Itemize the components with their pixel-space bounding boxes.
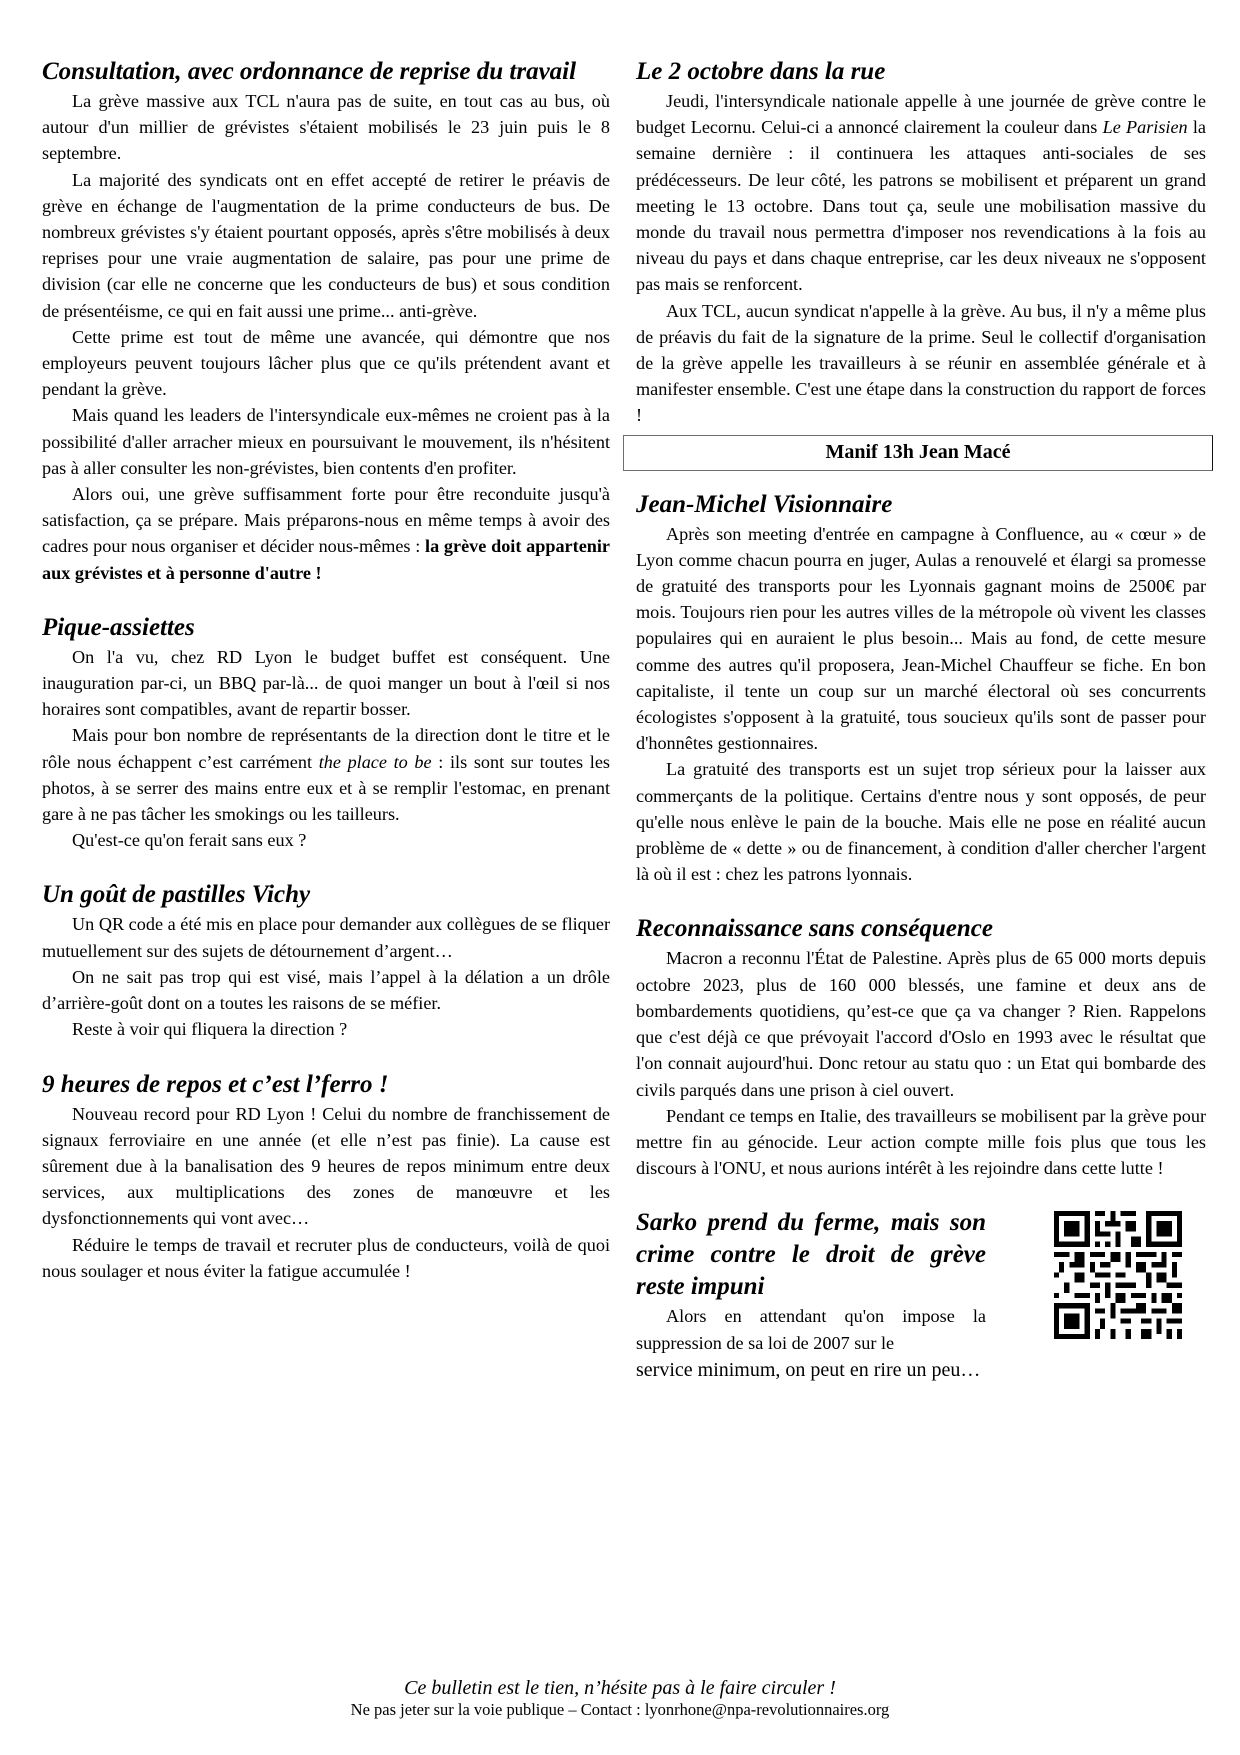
- spacer: [42, 853, 610, 879]
- spacer: [636, 471, 1206, 489]
- article-sarko: [636, 1207, 1206, 1383]
- spacer: [636, 1181, 1206, 1207]
- article-title: 9 heures de repos et c’est l’ferro !: [42, 1070, 389, 1098]
- footer: [0, 1676, 1240, 1720]
- italic-phrase: the place to be: [318, 751, 432, 772]
- article-paragraph: [42, 722, 610, 827]
- qr-code-icon[interactable]: [1054, 1211, 1182, 1339]
- article-paragraph: La majorité des syndicats ont en effet accepté de retirer le préavis de grève en échange de l'augmentation de la prime conducteurs de bus. De nombreux grévistes s'y étaient pourtant opposés, après s'être mobilisés à deux reprises pour une vraie augmentation de salaire, pas pour une prime de division (car elle ne concerne que les conducteurs de bus) et sous condition de présentéisme, ce qui en fait aussi une prime... anti-grève.: [42, 169, 610, 321]
- manif-banner: Manif 13h Jean Macé: [623, 435, 1213, 471]
- article-paragraph: Alors en attendant qu'on impose la suppression de sa loi de 2007 sur le: [636, 1306, 986, 1353]
- article-paragraph: [636, 88, 1206, 298]
- article-paragraph: La gratuité des transports est un sujet trop sérieux pour la laisser aux commerçants de la politique. Certains d'entre nous y sont opposés, de peur qu'elle nous enlève le pain de la bouche. Mais elle ne pose en réalité aucun problème de « dette » ou de financement, à condition d'aller chercher l'argent là où il est : chez les patrons lyonnais.: [636, 759, 1206, 885]
- right-column: [636, 56, 1206, 1384]
- article-pique-assiettes: [42, 612, 610, 854]
- article-paragraph: Macron a reconnu l'État de Palestine. Après plus de 65 000 morts depuis octobre 2023, plus de 160 000 blessés, une famine et deux ans de bombardements quotidiens, qu’est-ce que ça va changer ? Rien. Rappelons que c'est déjà ce que prévoyait l'accord d'Oslo en 1993 avec le résultat que l'on connait aujourd'hui. Donc retour au statu quo : un Etat qui bombarde des civils parqués dans une prison à ciel ouvert.: [636, 948, 1206, 1100]
- article-reconnaissance: [636, 913, 1206, 1181]
- article-paragraph: Réduire le temps de travail et recruter plus de conducteurs, voilà de quoi nous soulager et nous éviter la fatigue accumulée !: [42, 1234, 610, 1281]
- article-title: Le 2 octobre dans la rue: [636, 58, 886, 85]
- footer-slogan: Ce bulletin est le tien, n’hésite pas à le faire circuler !: [404, 1677, 836, 1699]
- article-paragraph: Pendant ce temps en Italie, des travailleurs se mobilisent par la grève pour mettre fin au génocide. Leur action compte mille fois plus que tous les discours à l'ONU, et nous aurions intérêt à les rejoindre dans cette lutte !: [636, 1105, 1206, 1179]
- article-paragraph: On l'a vu, chez RD Lyon le budget buffet est conséquent. Une inauguration par-ci, un BBQ par-là... de quoi manger un bout à l'œil si nos horaires sont compatibles, avant de repartir bosser.: [42, 646, 610, 720]
- article-title: Un goût de pastilles Vichy: [42, 881, 311, 909]
- left-column: [42, 56, 610, 1284]
- article-title: Pique-assiettes: [42, 613, 195, 641]
- article-paragraph: Après son meeting d'entrée en campagne à Confluence, au « cœur » de Lyon comme chacun pourra en juger, Aulas a renouvelé et élargi sa promesse de gratuité des transports pour les Lyonnais gagnant moins de 2500€ par mois. Toujours rien pour les autres villes de la métropole où vivent les classes populaires qui en auraient le plus besoin... Mais au fond, de cette mesure comme des autres qu'il proposera, Jean-Michel Chauffeur se fiche. En bon capitaliste, il tente un coup sur un marché électoral où ses concurrents écologistes s'opposent à la gratuité, tous soucieux qu'ils sont de passer pour d'honnêtes gestionnaires.: [636, 523, 1206, 754]
- article-9-heures: [42, 1069, 610, 1284]
- spacer: [636, 887, 1206, 913]
- paragraph-text: Mais pour bon nombre de représentants de la direction dont le titre et le rôle nous échappent c’est carrément: [42, 725, 610, 772]
- article-paragraph-tail: service minimum, on peut en rire un peu…: [636, 1358, 981, 1381]
- italic-newspaper-name: Le Parisien: [1102, 117, 1188, 138]
- article-paragraph: La grève massive aux TCL n'aura pas de suite, en tout cas au bus, où autour d'un millier de grévistes s'étaient mobilisés le 23 juin puis le 8 septembre.: [42, 91, 610, 164]
- article-title: Reconnaissance sans conséquence: [636, 915, 993, 943]
- article-2-octobre: [636, 56, 1206, 429]
- paragraph-text: : ils sont sur toutes les photos, à se serrer des mains entre eux et à se remplir l'estomac, en prenant gare à ne pas tâcher les smokings ou les tailleurs.: [42, 751, 610, 825]
- article-paragraph: Mais quand les leaders de l'intersyndicale eux-mêmes ne croient pas à la possibilité d'aller arracher mieux en poursuivant le mouvement, ils n'hésitent pas à aller consulter les non-grévistes, bien contents d'en profiter.: [42, 405, 610, 478]
- article-title: Consultation, avec ordonnance de reprise du travail: [42, 58, 577, 85]
- article-paragraph: Un QR code a été mis en place pour demander aux collègues de se fliquer mutuellement sur des sujets de détournement d’argent…: [42, 914, 610, 961]
- paragraph-text: Alors oui, une grève suffisamment forte pour être reconduite jusqu'à satisfaction, ça se prépare. Mais préparons-nous en même temps à avoir des cadres pour nous organiser et décider nous-mêmes :: [42, 484, 610, 557]
- article-paragraph: On ne sait pas trop qui est visé, mais l’appel à la délation a un drôle d’arrière-goût dont on a toutes les raisons de se méfier.: [42, 966, 610, 1014]
- article-paragraph: Reste à voir qui fliquera la direction ?: [72, 1019, 348, 1040]
- bold-conclusion: la grève doit appartenir aux grévistes et à personne d'autre !: [42, 536, 611, 583]
- article-consultation: [42, 56, 610, 586]
- sarko-text-block: [636, 1207, 986, 1355]
- spacer: [42, 586, 610, 612]
- paragraph-text: Jeudi, l'intersyndicale nationale appelle à une journée de grève contre le budget Lecornu. Celui-ci a annoncé clairement la couleur dans: [636, 91, 1206, 138]
- article-paragraph: Cette prime est tout de même une avancée, qui démontre que nos employeurs peuvent toujours lâcher plus que ce qu'ils prétendent avant et pendant la grève.: [42, 326, 610, 400]
- article-paragraph: [42, 481, 610, 586]
- article-paragraph: Aux TCL, aucun syndicat n'appelle à la grève. Au bus, il n'y a même plus de préavis du fait de la signature de la prime. Seul le collectif d'organisation de la grève appelle les travailleurs à se réunir en assemblée générale et à manifester ensemble. C'est une étape dans la construction du rapport de forces !: [636, 300, 1206, 426]
- article-title: Jean-Michel Visionnaire: [636, 490, 893, 518]
- footer-contact: Ne pas jeter sur la voie publique – Contact : lyonrhone@npa-revolutionnaires.org: [350, 1700, 890, 1719]
- spacer: [42, 1043, 610, 1069]
- article-paragraph: Qu'est-ce qu'on ferait sans eux ?: [72, 830, 307, 851]
- article-title: Sarko prend du ferme, mais son crime contre le droit de grève reste impuni: [636, 1209, 986, 1301]
- article-pastilles-vichy: [42, 879, 610, 1042]
- paragraph-text: la semaine dernière : il continuera les attaques anti-sociales de ses prédécesseurs. De leur côté, les patrons se mobilisent et préparent un grand meeting le 13 octobre. Dans tout ça, seule une mobilisation massive du monde du travail nous permettra d'imposer nos revendications à la fois au niveau du pays et dans chaque entreprise, car les deux niveaux ne s'opposent pas mais se renforcent.: [636, 117, 1206, 295]
- article-paragraph: Nouveau record pour RD Lyon ! Celui du nombre de franchissement de signaux ferroviaire en une année (et elle n’est pas finie). La cause est sûrement due à la banalisation des 9 heures de repos minimum entre deux services, aux multiplications des zones de manœuvre et les dysfonctionnements qui vont avec…: [42, 1103, 610, 1229]
- article-jean-michel-visionnaire: [636, 489, 1206, 888]
